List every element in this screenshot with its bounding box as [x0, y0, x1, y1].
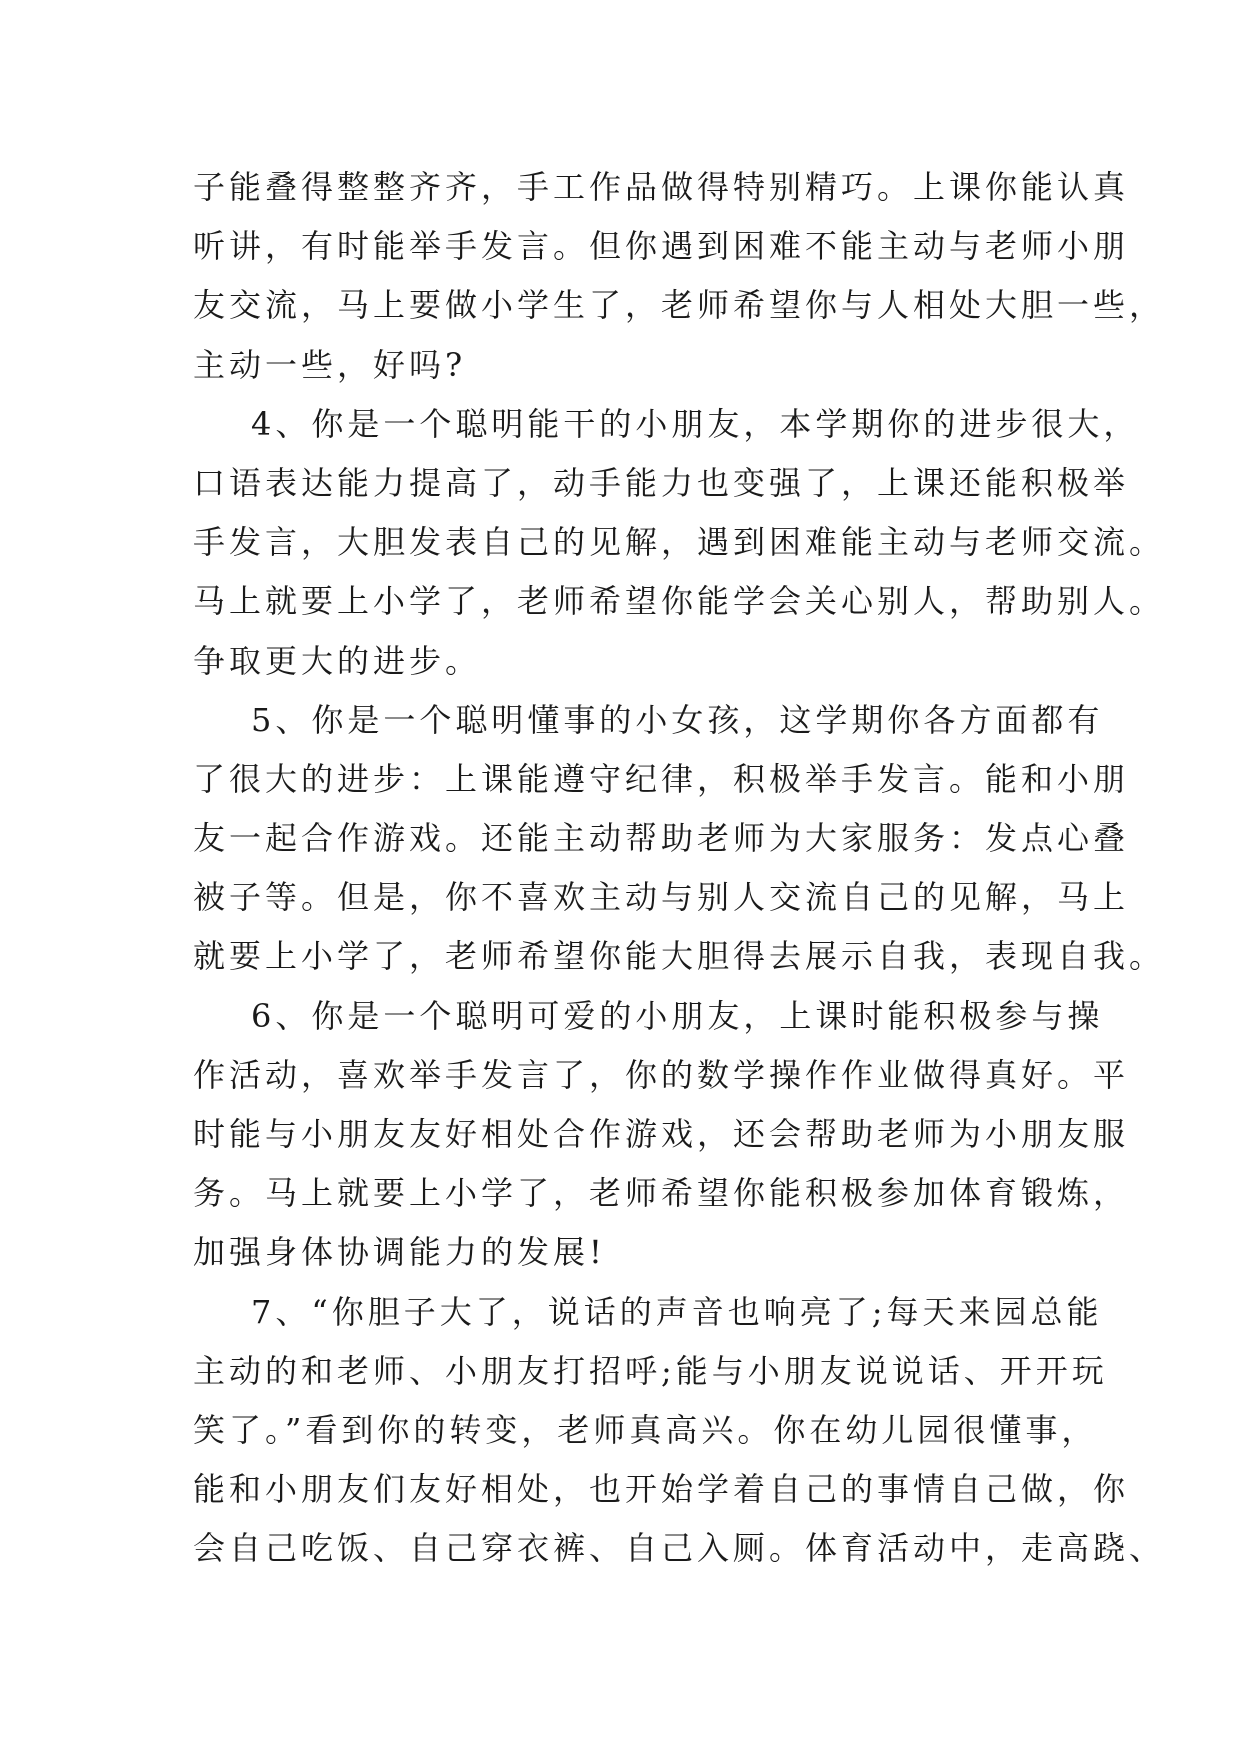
text-line: 笑了。”看到你的转变，老师真高兴。你在幼儿园很懂事，: [193, 1410, 1098, 1449]
paragraph-start-line: 5、你是一个聪明懂事的小女孩，这学期你各方面都有: [251, 700, 1104, 739]
text-line: 时能与小朋友友好相处合作游戏，还会帮助老师为小朋友服: [193, 1115, 1130, 1153]
text-line: 马上就要上小学了，老师希望你能学会关心别人，帮助别人。: [193, 582, 1166, 621]
text-line: 能和小朋友们友好相处，也开始学着自己的事情自己做，你: [193, 1470, 1130, 1509]
text-line: 手发言，大胆发表自己的见解，遇到困难能主动与老师交流。: [193, 523, 1166, 562]
text-line: 友一起合作游戏。还能主动帮助老师为大家服务：发点心叠: [193, 819, 1130, 858]
document-body: [193, 158, 1166, 1579]
text-line: 听讲，有时能举手发言。但你遇到困难不能主动与老师小朋: [193, 227, 1130, 266]
text-line: 务。马上就要上小学了，老师希望你能积极参加体育锻炼，: [193, 1174, 1130, 1213]
text-line: 口语表达能力提高了，动手能力也变强了，上课还能积极举: [193, 463, 1130, 502]
text-line: 被子等。但是，你不喜欢主动与别人交流自己的见解，马上: [193, 878, 1130, 917]
text-line: 子能叠得整整齐齐，手工作品做得特别精巧。上课你能认真: [193, 168, 1130, 206]
text-line: 争取更大的进步。: [193, 641, 482, 680]
text-line: 主动的和老师、小朋友打招呼;能与小朋友说说话、开开玩: [193, 1351, 1108, 1390]
text-line: 友交流，马上要做小学生了，老师希望你与人相处大胆一些，: [193, 286, 1166, 325]
paragraph-start-line: 7、“你胆子大了，说话的声音也响亮了;每天来园总能: [251, 1292, 1103, 1331]
paragraph-start-line: 6、你是一个聪明可爱的小朋友，上课时能积极参与操: [251, 996, 1104, 1035]
text-line: 加强身体协调能力的发展!: [193, 1233, 606, 1272]
text-line: 就要上小学了，老师希望你能大胆得去展示自我，表现自我。: [193, 937, 1166, 976]
text-line: 了很大的进步：上课能遵守纪律，积极举手发言。能和小朋: [193, 759, 1130, 798]
paragraph-start-line: 4、你是一个聪明能干的小朋友，本学期你的进步很大，: [251, 404, 1140, 443]
text-line: 会自己吃饭、自己穿衣裤、自己入厕。体育活动中，走高跷、: [193, 1529, 1166, 1568]
text-line: 作活动，喜欢举手发言了，你的数学操作作业做得真好。平: [193, 1055, 1130, 1094]
text-line: 主动一些，好吗?: [193, 345, 467, 384]
